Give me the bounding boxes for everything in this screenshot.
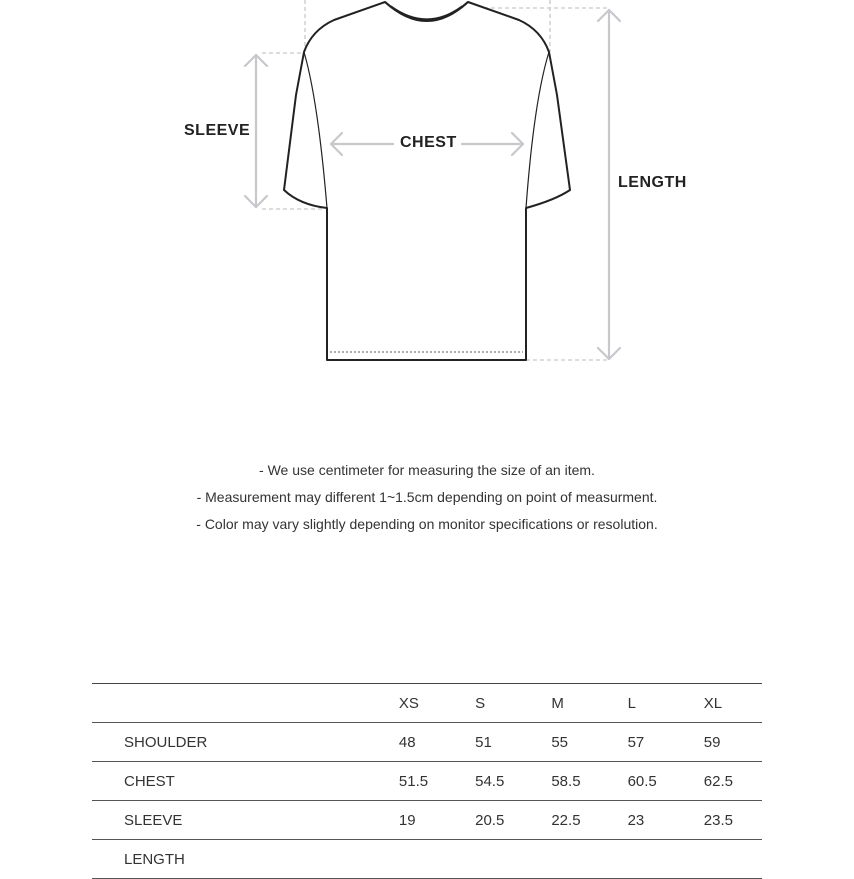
tshirt-body bbox=[284, 2, 570, 360]
cell-value: 60.5 bbox=[628, 762, 704, 801]
cell-value: 55 bbox=[551, 723, 627, 762]
row-label: SHOULDER bbox=[92, 723, 399, 762]
cell-value: 22.5 bbox=[551, 801, 627, 840]
chest-label: CHEST bbox=[400, 134, 457, 151]
header-m: M bbox=[551, 684, 627, 723]
measurement-notes bbox=[0, 457, 854, 538]
row-label: LENGTH bbox=[92, 840, 399, 879]
row-label: CHEST bbox=[92, 762, 399, 801]
cell-value bbox=[551, 840, 627, 879]
row-label: SLEEVE bbox=[92, 801, 399, 840]
tshirt-outline bbox=[284, 2, 570, 360]
tshirt-diagram bbox=[0, 0, 854, 420]
table-row bbox=[92, 801, 762, 840]
cell-value bbox=[628, 840, 704, 879]
note-tolerance: - Measurement may different 1~1.5cm depending on point of measurment. bbox=[196, 489, 658, 505]
note-unit: - We use centimeter for measuring the size of an item. bbox=[259, 462, 595, 478]
length-label: LENGTH bbox=[618, 174, 687, 191]
table-row bbox=[92, 840, 762, 879]
size-table bbox=[92, 683, 762, 879]
cell-value: 23.5 bbox=[704, 801, 762, 840]
cell-value: 58.5 bbox=[551, 762, 627, 801]
table-row bbox=[92, 723, 762, 762]
measurement-diagram bbox=[0, 0, 854, 420]
cell-value bbox=[704, 840, 762, 879]
header-xl: XL bbox=[704, 684, 762, 723]
cell-value: 51 bbox=[475, 723, 551, 762]
table-header-row bbox=[92, 684, 762, 723]
sleeve-label: SLEEVE bbox=[184, 122, 251, 139]
cell-value: 23 bbox=[628, 801, 704, 840]
cell-value bbox=[399, 840, 475, 879]
cell-value: 48 bbox=[399, 723, 475, 762]
cell-value: 54.5 bbox=[475, 762, 551, 801]
header-l: L bbox=[628, 684, 704, 723]
header-s: S bbox=[475, 684, 551, 723]
cell-value: 62.5 bbox=[704, 762, 762, 801]
cell-value: 51.5 bbox=[399, 762, 475, 801]
cell-value bbox=[475, 840, 551, 879]
cell-value: 19 bbox=[399, 801, 475, 840]
table-row bbox=[92, 762, 762, 801]
note-color: - Color may vary slightly depending on monitor specifications or resolution. bbox=[196, 516, 658, 532]
cell-value: 57 bbox=[628, 723, 704, 762]
cell-value: 59 bbox=[704, 723, 762, 762]
cell-value: 20.5 bbox=[475, 801, 551, 840]
header-corner bbox=[92, 684, 399, 723]
header-xs: XS bbox=[399, 684, 475, 723]
